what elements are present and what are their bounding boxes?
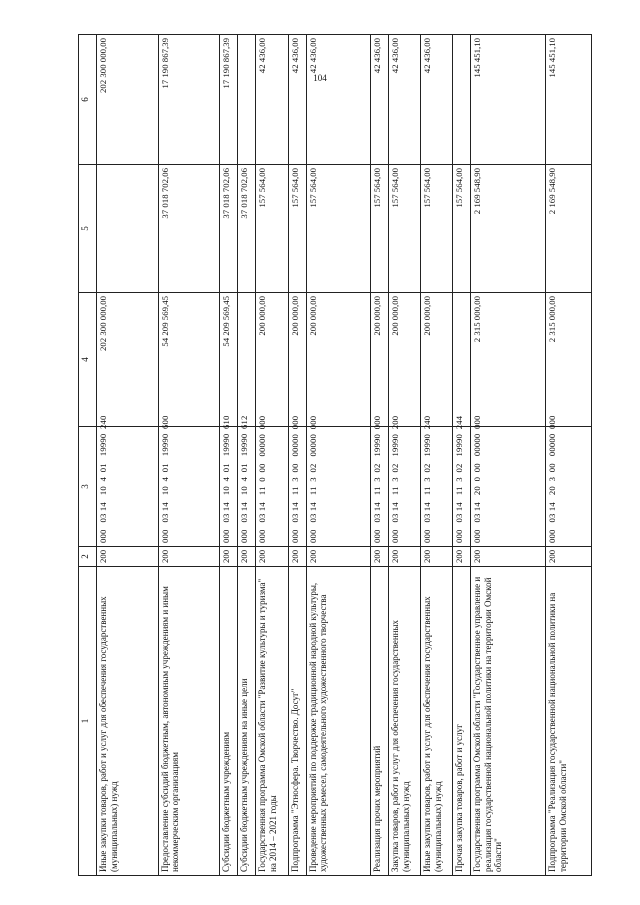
row-code-cell: 000 03 14 11 3 02 19990 240 [421,427,453,547]
row-grbs-cell: 200 [288,547,306,567]
row-remainder-value: 17 190 867,39 [220,35,238,165]
row-grbs-cell: 200 [256,547,288,567]
row-name-cell: Проведение мероприятий по поддержке традиционной народной культуры, художественных ремесел, самодеятельного художественного творчества [306,567,370,876]
row-code-cell: 000 03 14 11 3 02 00000 000 [306,427,370,547]
table-row [453,35,471,876]
row-name-cell: Иные закупки товаров, работ и услуг для обеспечения государственных (муниципальных) нужд [421,567,453,876]
row-executed-value: 37 018 702,06 [238,165,256,293]
row-code-cell: 000 03 14 20 0 00 00000 000 [471,427,546,547]
row-code-cell: 000 03 14 20 3 00 00000 000 [546,427,592,547]
row-remainder-value [238,35,256,165]
row-code-cell: 000 03 14 11 3 02 19990 000 [370,427,388,547]
row-remainder-value: 42 436,00 [389,35,421,165]
row-grbs-cell: 200 [546,547,592,567]
row-executed-value: 37 018 702,06 [158,165,220,293]
row-remainder-value: 42 436,00 [421,35,453,165]
row-executed-value: 157 564,00 [421,165,453,293]
row-grbs-cell: 200 [453,547,471,567]
row-plan-value: 200 000,00 [389,293,421,427]
row-remainder-value: 202 300 000,00 [97,35,159,165]
row-executed-value: 157 564,00 [370,165,388,293]
row-name-cell: Государственная программа Омской области "Государственное управление и реализация государственной национальной политики на территории Омской области" [471,567,546,876]
table-row [471,35,546,876]
table-row [389,35,421,876]
row-plan-value: 54 209 569,45 [220,293,238,427]
table-row [306,35,370,876]
row-name-cell: Прочая закупка товаров, работ и услуг [453,567,471,876]
row-code-cell: 000 03 14 11 3 00 00000 000 [288,427,306,547]
row-name-cell: Субсидии бюджетным учреждениям на иные цели [238,567,256,876]
table-row [288,35,306,876]
row-plan-value [453,293,471,427]
row-name-cell: Подпрограмма "Реализация государственной национальной политики на территории Омской области" [546,567,592,876]
row-plan-value: 2 315 000,00 [471,293,546,427]
table-container [78,35,592,876]
row-plan-value: 202 300 000,00 [97,293,159,427]
row-grbs-cell: 200 [370,547,388,567]
row-executed-value [97,165,159,293]
table-row [158,35,220,876]
row-grbs-cell: 200 [97,547,159,567]
row-code-cell: 000 03 14 11 3 02 19990 200 [389,427,421,547]
row-grbs-cell: 200 [421,547,453,567]
row-executed-value: 157 564,00 [256,165,288,293]
row-plan-value: 200 000,00 [306,293,370,427]
row-name-cell: Субсидии бюджетным учреждениям [220,567,238,876]
row-code-cell: 000 03 14 10 4 01 19990 600 [158,427,220,547]
page-number: 104 [313,73,327,83]
row-code-cell: 000 03 14 11 0 00 00000 000 [256,427,288,547]
row-name-cell: Реализация прочих мероприятий [370,567,388,876]
table-row [238,35,256,876]
row-grbs-cell: 200 [220,547,238,567]
row-executed-value: 157 564,00 [306,165,370,293]
row-remainder-value: 42 436,00 [306,35,370,165]
row-grbs-cell: 200 [306,547,370,567]
header-cell-grbs: 2 [79,547,97,567]
table-row [421,35,453,876]
row-remainder-value: 42 436,00 [256,35,288,165]
row-name-cell: Государственная программа Омской области "Развитие культуры и туризма" на 2014 – 2021 годы [256,567,288,876]
row-name-cell: Подпрограмма "Этносфера. Творчество. Досуг" [288,567,306,876]
row-grbs-cell: 200 [238,547,256,567]
row-name-cell: Закупка товаров, работ и услуг для обеспечения государственных (муниципальных) нужд [389,567,421,876]
row-plan-value: 200 000,00 [256,293,288,427]
header-cell-executed: 5 [79,165,97,293]
row-grbs-cell: 200 [471,547,546,567]
row-code-cell: 000 03 14 11 3 02 19990 244 [453,427,471,547]
table-row [97,35,159,876]
row-remainder-value [453,35,471,165]
row-executed-value: 157 564,00 [453,165,471,293]
row-plan-value [238,293,256,427]
row-remainder-value: 42 436,00 [288,35,306,165]
budget-table [78,34,592,876]
header-cell-code: 3 [79,427,97,547]
row-name-cell: Предоставление субсидий бюджетным, автономным учреждениям и иным некоммерческим организациям [158,567,220,876]
row-plan-value: 2 315 000,00 [546,293,592,427]
table-row [256,35,288,876]
header-cell-name: 1 [79,567,97,876]
row-remainder-value: 42 436,00 [370,35,388,165]
row-plan-value: 54 209 569,45 [158,293,220,427]
row-grbs-cell: 200 [389,547,421,567]
row-plan-value: 200 000,00 [370,293,388,427]
row-name-cell: Иные закупки товаров, работ и услуг для обеспечения государственных (муниципальных) нужд [97,567,159,876]
row-code-cell: 000 03 14 10 4 01 19990 612 [238,427,256,547]
row-executed-value: 2 169 548,90 [546,165,592,293]
row-code-cell: 000 03 14 10 4 01 19990 610 [220,427,238,547]
header-cell-plan: 4 [79,293,97,427]
table-row [546,35,592,876]
row-remainder-value: 145 451,10 [471,35,546,165]
table-row [370,35,388,876]
header-cell-remainder: 6 [79,35,97,165]
row-executed-value: 37 018 702,06 [220,165,238,293]
row-grbs-cell: 200 [158,547,220,567]
row-plan-value: 200 000,00 [288,293,306,427]
row-remainder-value: 145 451,10 [546,35,592,165]
header-row [79,35,97,876]
table-row [220,35,238,876]
row-code-cell: 000 03 14 10 4 01 19990 240 [97,427,159,547]
row-executed-value: 157 564,00 [389,165,421,293]
row-executed-value: 157 564,00 [288,165,306,293]
row-remainder-value: 17 190 867,39 [158,35,220,165]
row-plan-value: 200 000,00 [421,293,453,427]
row-executed-value: 2 169 548,90 [471,165,546,293]
